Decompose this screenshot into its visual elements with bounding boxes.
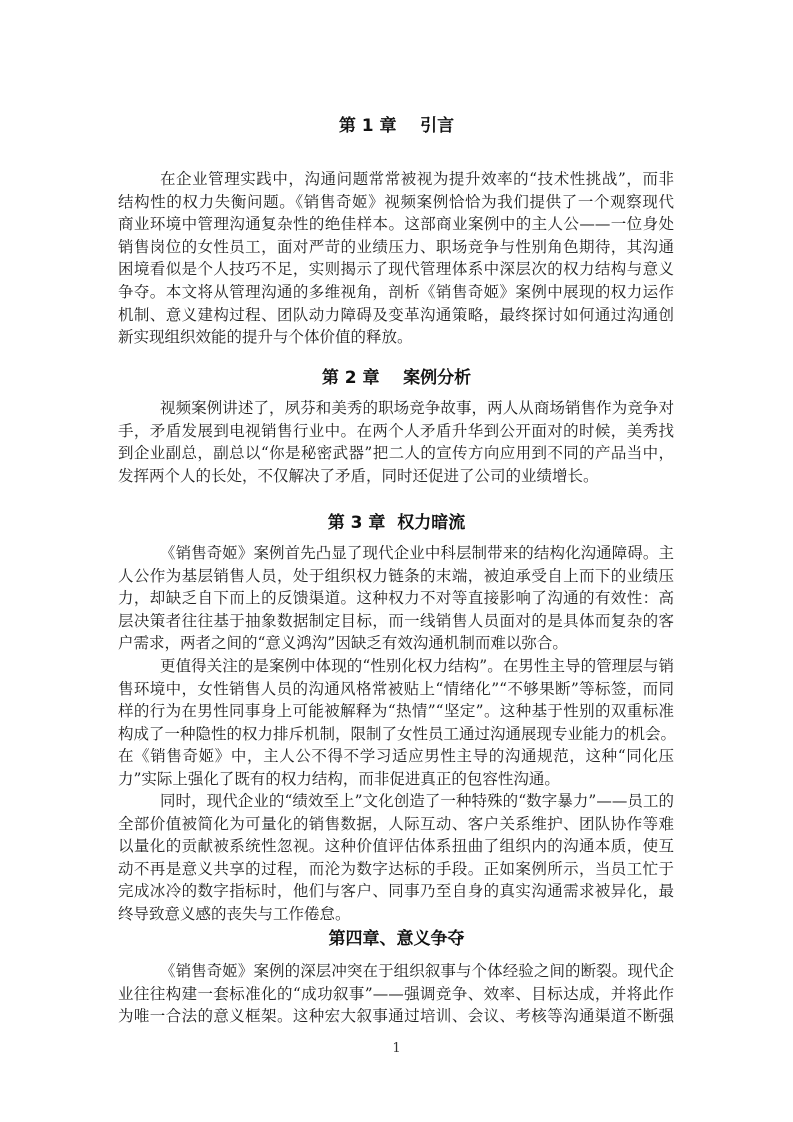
text-line: 全部价值被简化为可量化的销售数据，人际互动、客户关系维护、团队协作等难	[118, 814, 674, 833]
text-line: 售环境中，女性销售人员的沟通风格常被贴上“情绪化”“不够果断”等标签，而同	[118, 679, 674, 698]
chapter-3-paragraph-2	[118, 655, 677, 791]
text-line: 力，却缺乏自下而上的反馈渠道。这种权力不对等直接影响了沟通的有效性：高	[118, 589, 674, 608]
chapter-4-paragraph-1	[118, 960, 674, 1028]
text-line: 《销售奇姬》案例首先凸显了现代企业中科层制带来的结构化沟通障碍。主	[160, 544, 674, 562]
text-line: 困境看似是个人技巧不足，实则揭示了现代管理体系中深层次的权力结构与意义	[118, 260, 674, 279]
page-number: 1	[392, 1041, 401, 1056]
chapter-4-title: 第四章、意义争夺	[328, 929, 465, 949]
text-line: 为唯一合法的意义框架。这种宏大叙事通过培训、会议、考核等沟通渠道不断强	[118, 1007, 674, 1026]
text-line: 《销售奇姬》案例的深层冲突在于组织叙事与个体经验之间的断裂。现代企	[160, 962, 674, 980]
text-line: 视频案例讲述了，夙芬和美秀的职场竞争故事，两人从商场销售作为竞争对	[160, 399, 674, 417]
text-line: 更值得关注的是案例中体现的“性别化权力结构”。在男性主导的管理层与销	[160, 657, 674, 675]
text-line: 完成冰冷的数字指标时，他们与客户、同事乃至自身的真实沟通需求被异化，最	[118, 882, 674, 901]
text-line: 结构性的权力失衡问题。《销售奇姬》视频案例恰恰为我们提供了一个观察现代	[118, 192, 674, 211]
text-line: 终导致意义感的丧失与工作倦怠。	[118, 904, 351, 923]
text-line: 发挥两个人的长处，不仅解决了矛盾，同时还促进了公司的业绩增长。	[118, 466, 599, 485]
text-line: 力”实际上强化了既有的权力结构，而非促进真正的包容性沟通。	[118, 769, 560, 788]
text-line: 机制、意义建构过程、团队动力障碍及变革沟通策略，最终探讨如何通过沟通创	[118, 305, 674, 324]
chapter-3-title: 第 3 章 权力暗流	[327, 513, 466, 533]
text-line: 商业环境中管理沟通复杂性的绝佳样本。这部商业案例中的主人公——一位身处	[118, 215, 674, 234]
text-line: 动不再是意义共享的过程，而沦为数字达标的手段。正如案例所示，当员工忙于	[118, 859, 674, 878]
text-line: 到企业副总，副总以“你是秘密武器”把二人的宣传方向应用到不同的产品当中，	[118, 444, 674, 463]
text-line: 构成了一种隐性的权力排斥机制，限制了女性员工通过沟通展现专业能力的机会。	[118, 724, 677, 743]
text-line: 以量化的贡献被系统性忽视。这种价值评估体系扭曲了组织内的沟通本质，使互	[118, 837, 674, 856]
text-line: 同时，现代企业的“绩效至上”文化创造了一种特殊的“数字暴力”——员工的	[160, 792, 674, 810]
chapter-2-title: 第 2 章 案例分析	[321, 368, 472, 388]
chapter-1-paragraph-1	[118, 168, 674, 349]
text-line: 业往往构建一套标准化的“成功叙事”——强调竞争、效率、目标达成，并将此作	[118, 984, 674, 1003]
text-line: 手，矛盾发展到电视销售行业中。在两个人矛盾升华到公开面对的时候，美秀找	[118, 421, 674, 440]
text-line: 户需求，两者之间的“意义鸿沟”因缺乏有效沟通机制而难以弥合。	[118, 634, 568, 653]
chapter-2-paragraph-1	[118, 397, 674, 487]
text-line: 层决策者往往基于抽象数据制定目标，而一线销售人员面对的是具体而复杂的客	[118, 611, 674, 630]
text-line: 人公作为基层销售人员，处于组织权力链条的末端，被迫承受自上而下的业绩压	[118, 566, 674, 585]
text-line: 争夺。本文将从管理沟通的多维视角，剖析《销售奇姬》案例中展现的权力运作	[118, 282, 674, 301]
chapter-1-title: 第 1 章 引言	[338, 116, 455, 136]
text-line: 销售岗位的女性员工，面对严苛的业绩压力、职场竞争与性别角色期待，其沟通	[118, 237, 674, 256]
text-line: 在《销售奇姬》中，主人公不得不学习适应男性主导的沟通规范，这种“同化压	[118, 747, 674, 766]
chapter-3-paragraph-3	[118, 790, 674, 926]
chapter-3-paragraph-1	[118, 542, 674, 655]
text-line: 在企业管理实践中，沟通问题常常被视为提升效率的“技术性挑战”，而非	[160, 170, 674, 188]
text-line: 新实现组织效能的提升与个体价值的释放。	[118, 328, 413, 347]
text-line: 样的行为在男性同事身上可能被解释为“热情”“坚定”。这种基于性别的双重标准	[118, 702, 674, 721]
